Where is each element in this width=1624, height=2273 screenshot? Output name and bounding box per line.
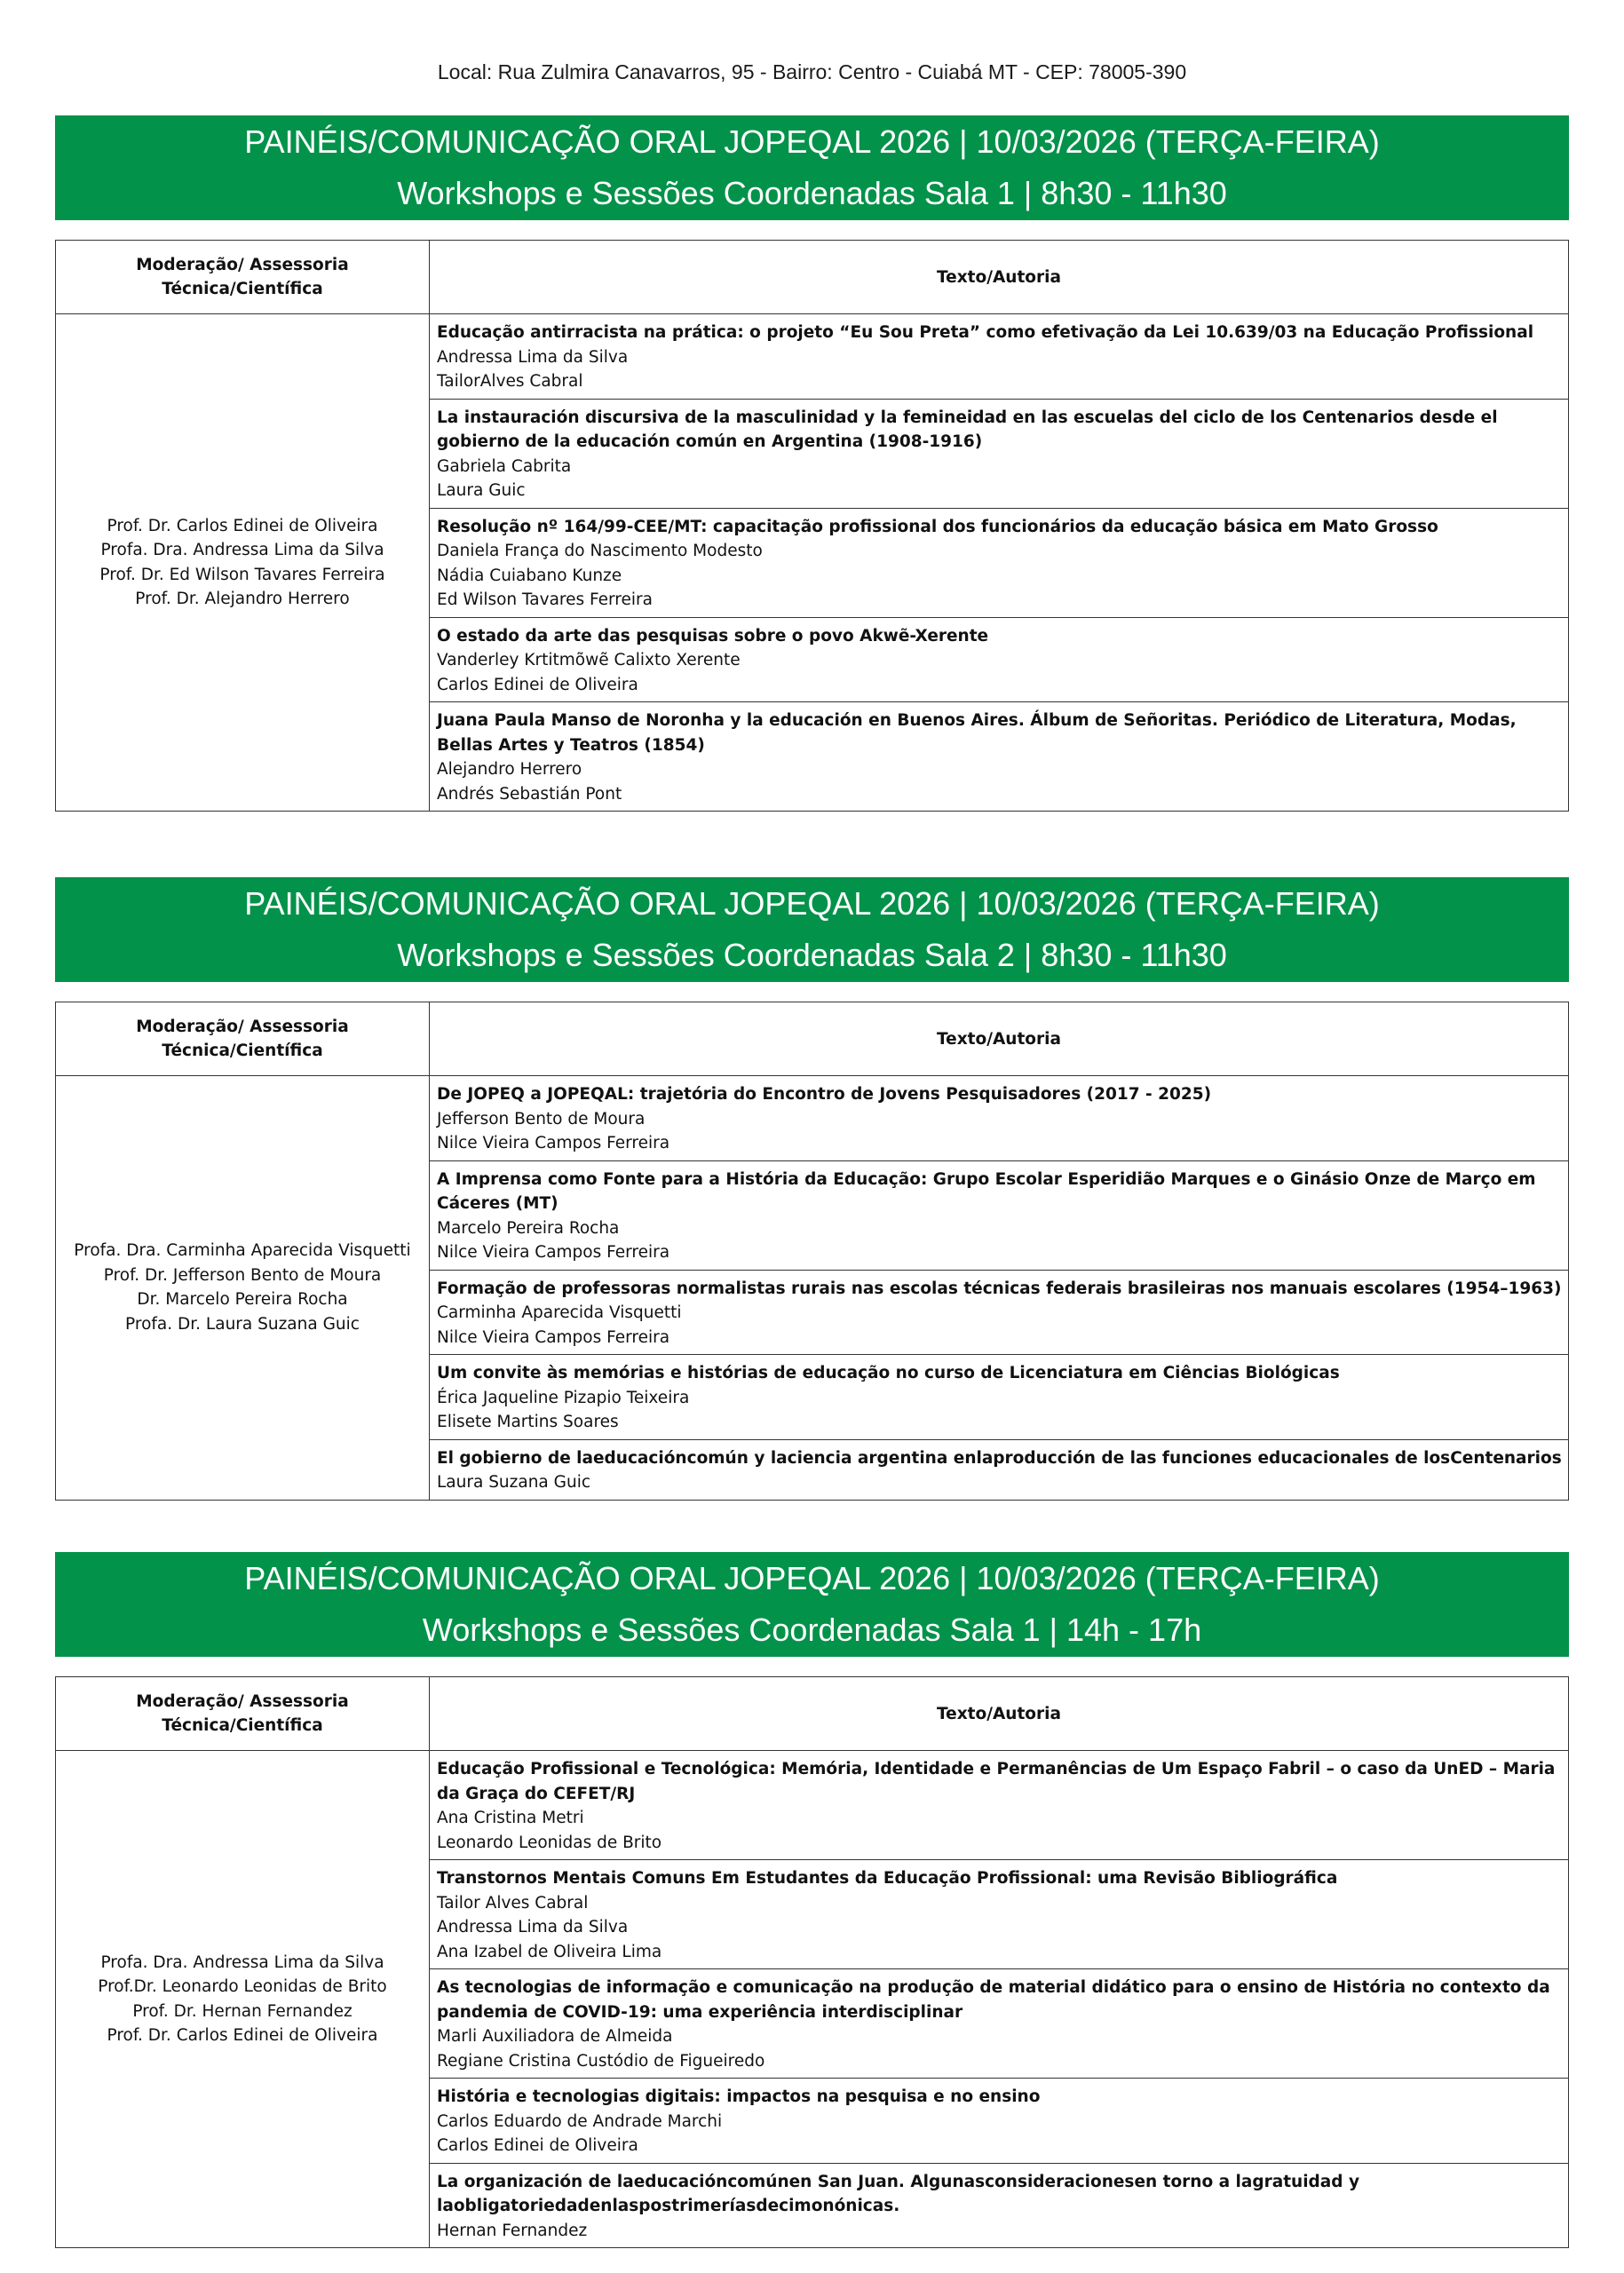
paper-author: Carlos Edinei de Oliveira <box>437 675 638 694</box>
moderators-cell <box>56 1076 430 1501</box>
paper-author: Marcelo Pereira Rocha <box>437 1218 620 1238</box>
paper-author: Laura Guic <box>437 481 526 500</box>
paper-entry <box>430 1751 1569 1860</box>
paper-entry <box>430 1969 1569 2079</box>
session-table <box>55 240 1569 812</box>
paper-author: Vanderley Krtitmõwẽ Calixto Xerente <box>437 651 741 669</box>
session-banner <box>55 115 1569 220</box>
paper-author: Andressa Lima da Silva <box>437 1918 629 1936</box>
moderators-cell <box>56 1751 430 2248</box>
paper-author: Nilce Vieira Campos Ferreira <box>437 1134 670 1152</box>
paper-author: Andressa Lima da Silva <box>437 347 629 367</box>
paper-title: A Imprensa como Fonte para a História da Educação: Grupo Escolar Esperidião Marques e o Ginásio Onze de Março em Cáceres (MT) <box>437 1169 1536 1213</box>
moderator-name: Prof. Dr. Carlos Edinei de Oliveira <box>107 2026 378 2045</box>
paper-entry <box>430 508 1569 617</box>
moderator-name: Profa. Dra. Andressa Lima da Silva <box>100 1952 384 1972</box>
paper-title: La instauración discursiva de la masculinidad y la femineidad en las escuelas del ciclo de los Centenarios desde el gobierno de la educación común en Argentina (1908-1916) <box>437 408 1498 451</box>
banner-subtitle: Workshops e Sessões Coordenadas Sala 1 | 14h - 17h <box>422 1612 1202 1648</box>
paper-title: Educação Profissional e Tecnológica: Memória, Identidade e Permanências de Um Espaço Fabril – o caso da UnED – Maria da Graça do CEFET/RJ <box>437 1760 1556 1803</box>
session-table <box>55 1002 1569 1501</box>
moderators-cell <box>56 314 430 812</box>
session-banner <box>55 877 1569 982</box>
paper-author: Jefferson Bento de Moura <box>437 1109 646 1129</box>
paper-entry <box>430 1160 1569 1270</box>
paper-author: Ana Izabel de Oliveira Lima <box>437 1942 662 1961</box>
paper-title: Formação de professoras normalistas rurais nas escolas técnicas federais brasileiras nos manuais escolares (1954–1963) <box>437 1279 1562 1298</box>
moderator-name: Profa. Dra. Andressa Lima da Silva <box>100 541 384 559</box>
moderator-name: Prof. Dr. Hernan Fernandez <box>132 2001 353 2021</box>
paper-entry <box>430 399 1569 508</box>
session-banner <box>55 1552 1569 1657</box>
paper-entry <box>430 314 1569 400</box>
paper-entry <box>430 2079 1569 2164</box>
paper-author: Ana Cristina Metri <box>437 1809 584 1827</box>
paper-author: Gabriela Cabrita <box>437 456 572 476</box>
moderator-name: Prof. Dr. Alejandro Herrero <box>135 590 350 608</box>
header-moderation: Moderação/ Assessoria Técnica/Científica <box>56 1677 430 1751</box>
paper-author: Hernan Fernandez <box>437 2221 588 2240</box>
paper-author: Elisete Martins Soares <box>437 1413 619 1431</box>
header-text-authorship: Texto/Autoria <box>430 241 1569 314</box>
paper-author: Andrés Sebastián Pont <box>437 784 622 804</box>
venue-address: Local: Rua Zulmira Canavarros, 95 - Bairro: Centro - Cuiabá MT - CEP: 78005-390 <box>437 60 1187 83</box>
banner-title: PAINÉIS/COMUNICAÇÃO ORAL JOPEQAL 2026 | 10/03/2026 (TERÇA-FEIRA) <box>244 885 1380 922</box>
paper-entry <box>430 1439 1569 1500</box>
paper-entry <box>430 1860 1569 1969</box>
moderator-name: Profa. Dr. Laura Suzana Guic <box>125 1314 360 1334</box>
paper-title: De JOPEQ a JOPEQAL: trajetória do Encontro de Jovens Pesquisadores (2017 - 2025) <box>437 1085 1212 1104</box>
header-text-authorship: Texto/Autoria <box>430 1677 1569 1751</box>
paper-author: Marli Auxiliadora de Almeida <box>437 2027 673 2046</box>
header-text-authorship: Texto/Autoria <box>430 1002 1569 1076</box>
header-moderation: Moderação/ Assessoria Técnica/Científica <box>56 1002 430 1076</box>
moderator-name: Prof.Dr. Leonardo Leonidas de Brito <box>98 1977 387 1996</box>
paper-entry <box>430 1076 1569 1161</box>
banner-title: PAINÉIS/COMUNICAÇÃO ORAL JOPEQAL 2026 | 10/03/2026 (TERÇA-FEIRA) <box>244 1560 1380 1596</box>
paper-entry <box>430 2163 1569 2248</box>
paper-author: Carminha Aparecida Visquetti <box>437 1303 682 1322</box>
paper-author: Nádia Cuiabano Kunze <box>437 566 622 585</box>
paper-entry <box>430 1270 1569 1355</box>
paper-author: TailorAlves Cabral <box>437 372 583 391</box>
paper-author: Érica Jaqueline Pizapio Teixeira <box>437 1388 690 1407</box>
session-table <box>55 1676 1569 2248</box>
banner-subtitle: Workshops e Sessões Coordenadas Sala 2 | 8h30 - 11h30 <box>397 937 1227 973</box>
moderator-name: Dr. Marcelo Pereira Rocha <box>137 1290 348 1310</box>
paper-author: Carlos Eduardo de Andrade Marchi <box>437 2111 723 2131</box>
paper-title: Juana Paula Manso de Noronha y la educación en Buenos Aires. Álbum de Señoritas. Periódico de Literatura, Modas, Bellas Artes y Teatros (1854) <box>437 711 1517 755</box>
paper-title: O estado da arte das pesquisas sobre o povo Akwẽ-Xerente <box>437 626 989 645</box>
banner-title: PAINÉIS/COMUNICAÇÃO ORAL JOPEQAL 2026 | 10/03/2026 (TERÇA-FEIRA) <box>244 123 1380 160</box>
paper-author: Nilce Vieira Campos Ferreira <box>437 1327 670 1347</box>
paper-author: Daniela França do Nascimento Modesto <box>437 542 763 560</box>
paper-author: Nilce Vieira Campos Ferreira <box>437 1243 670 1262</box>
paper-author: Laura Suzana Guic <box>437 1473 591 1492</box>
paper-entry <box>430 1355 1569 1440</box>
paper-title: Um convite às memórias e histórias de educação no curso de Licenciatura em Ciências Biológicas <box>437 1364 1340 1382</box>
banner-subtitle: Workshops e Sessões Coordenadas Sala 1 | 8h30 - 11h30 <box>397 175 1227 211</box>
paper-title: Transtornos Mentais Comuns Em Estudantes da Educação Profissional: uma Revisão Bibliográfica <box>437 1869 1338 1888</box>
paper-author: Carlos Edinei de Oliveira <box>437 2136 638 2155</box>
paper-title: As tecnologias de informação e comunicação na produção de material didático para o ensino de História no contexto da pandemia de COVID-19: uma experiência interdisciplinar <box>437 1978 1550 2022</box>
paper-author: Tailor Alves Cabral <box>437 1893 589 1913</box>
moderator-name: Profa. Dra. Carminha Aparecida Visquetti <box>74 1241 411 1261</box>
paper-title: História e tecnologias digitais: impactos na pesquisa e no ensino <box>437 2087 1041 2106</box>
paper-entry <box>430 702 1569 812</box>
moderator-name: Prof. Dr. Carlos Edinei de Oliveira <box>107 516 378 535</box>
paper-title: El gobierno de laeducacióncomún y laciencia argentina enlaproducción de las funciones educacionales de losCentenarios <box>437 1448 1562 1468</box>
paper-author: Ed Wilson Tavares Ferreira <box>437 590 653 609</box>
paper-title: La organización de laeducacióncomúnen San Juan. Algunasconsideracionesen torno a lagratuidad y laobligatoriedadenlaspostrimeríasdecimonónicas. <box>437 2172 1360 2215</box>
moderator-name: Prof. Dr. Ed Wilson Tavares Ferreira <box>99 565 385 584</box>
paper-title: Educação antirracista na prática: o projeto “Eu Sou Preta” como efetivação da Lei 10.639/03 na Educação Profissional <box>437 323 1534 342</box>
paper-author: Leonardo Leonidas de Brito <box>437 1833 662 1852</box>
paper-author: Alejandro Herrero <box>437 760 582 779</box>
moderator-name: Prof. Dr. Jefferson Bento de Moura <box>103 1265 382 1285</box>
paper-entry <box>430 617 1569 702</box>
paper-title: Resolução nº 164/99-CEE/MT: capacitação profissional dos funcionários da educação básica em Mato Grosso <box>437 517 1438 536</box>
header-moderation: Moderação/ Assessoria Técnica/Científica <box>56 241 430 314</box>
paper-author: Regiane Cristina Custódio de Figueiredo <box>437 2051 765 2071</box>
